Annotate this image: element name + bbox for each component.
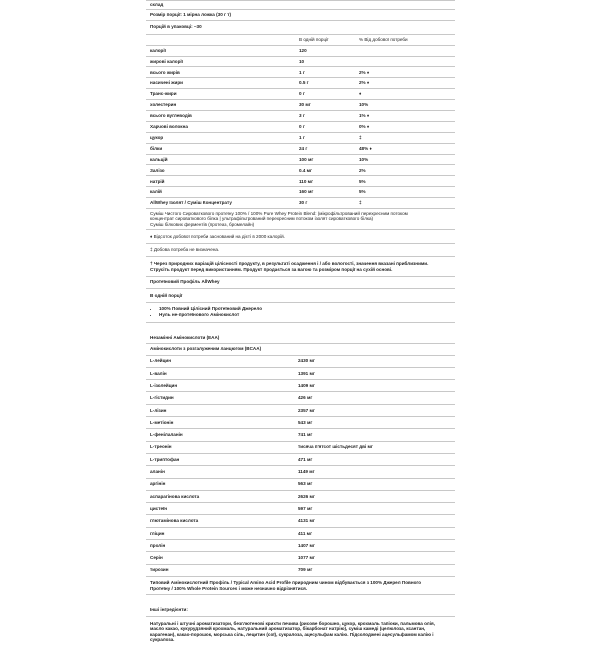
amino-acid-amount: 1149 мг [298, 469, 315, 475]
amino-acid-amount: 1407 мг [298, 542, 315, 548]
amino-acid-row [146, 515, 455, 527]
amino-acid-amount: 426 мг [298, 395, 313, 401]
other-ingredients-text [146, 617, 455, 645]
serving-size-row [146, 10, 455, 20]
essential-amino-acids-title: Незамінні Амінокислоти (EAA) [150, 334, 220, 340]
supplement-facts-document [146, 0, 455, 645]
bcaa-title-row [146, 344, 455, 356]
amino-acid-name: аргінін [150, 481, 166, 487]
nutrient-name: всього вуглеводів [150, 113, 192, 119]
amino-acid-name: тирозин [150, 567, 169, 573]
nutrient-amount: 30 г [299, 200, 308, 206]
daily-value-column-header: % Від добової потреби [359, 36, 408, 42]
nutrient-name: холестерин [150, 102, 177, 108]
nutrient-amount: 1 г [299, 69, 305, 75]
protein-blend-description [146, 209, 455, 230]
nutrition-row [146, 165, 455, 176]
amino-acid-name: L-фенілаланін [150, 432, 183, 438]
disclaimer [146, 257, 455, 277]
amino-acid-row [146, 552, 455, 564]
amino-acid-row [146, 503, 455, 515]
nutrient-daily-value: 1% ♦ [359, 113, 370, 119]
amino-acid-row [146, 405, 455, 417]
servings-row [146, 21, 455, 35]
serving-size: Розмір порції: 1 мірна ложка (30 г т) [150, 12, 231, 18]
amino-acid-name: пролін [150, 542, 166, 548]
amino-acid-row [146, 479, 455, 491]
nutrient-amount: 100 мг [299, 156, 314, 162]
amino-acid-row [146, 466, 455, 478]
amino-footnote-line: Протеїну / 100% Whole Protein Sources і може незначно відрізнятися. [150, 585, 308, 591]
ingredients-line: сукралоза. [150, 637, 175, 643]
ingredients-line: Натуральні і штучні ароматизатори, безглютенові крихти печива (рисове борошно, цукор, крохмаль тапіоки, пальмова олія, [150, 620, 435, 626]
top-divider [146, 0, 455, 1]
document-title: склад [150, 1, 164, 7]
amino-acid-row [146, 540, 455, 552]
protein-profile-list-box [146, 303, 455, 322]
amino-acid-row [146, 565, 455, 577]
amino-acid-amount: 2430 мг [298, 358, 315, 364]
protein-profile-list [150, 306, 451, 317]
amino-acid-name: аланін [150, 469, 165, 475]
nutrient-daily-value: 2% ♦ [359, 80, 370, 86]
daily-value-note-text: ♦ Відсоток добової потреби заснований на дієті в 2000 калорій. [150, 233, 285, 239]
nutrient-amount: 0.5 г [299, 80, 309, 86]
nutrient-name: білки [150, 145, 163, 151]
amino-acid-amount: 1077 мг [298, 555, 315, 561]
amino-acid-name: L-гістидин [150, 395, 174, 401]
amino-acid-amount: 741 мг [298, 432, 313, 438]
nutrient-name: Залізо [150, 167, 165, 173]
protein-profile-subtitle: В одній порції [150, 292, 183, 298]
amino-acid-row [146, 528, 455, 540]
amino-acid-amount: 1391 мг [298, 370, 315, 376]
nutrient-daily-value: 10% [359, 156, 369, 162]
amino-acid-name: Серін [150, 555, 163, 561]
nutrition-row [146, 46, 455, 57]
nutrient-amount: 24 г [299, 145, 308, 151]
amino-acid-amount: 543 мг [298, 419, 313, 425]
nutrition-header-row [146, 35, 455, 46]
nutrient-daily-value: ‡ [359, 200, 362, 206]
nutrient-daily-value: 5% [359, 189, 366, 195]
nutrient-amount: 10 [299, 58, 305, 64]
essential-amino-acids-title-row [146, 333, 455, 344]
amino-acid-name: гліцин [150, 530, 165, 536]
blend-line: Суміш Чистого Сироваткового протеїну 100% / 100% Pure Whey Protein Blend: (мікрофільтрований перехресним потоком [150, 210, 408, 216]
bcaa-title: Амінокислоти з розгалуженим ланцюгом (BCAA) [150, 346, 262, 352]
nutrient-daily-value: ‡ [359, 134, 362, 140]
amino-acid-amount: 2626 мг [298, 493, 315, 499]
nutrient-name: калій [150, 189, 162, 195]
nutrition-row [146, 187, 455, 198]
amino-acid-name: цистеїн [150, 505, 168, 511]
nutrient-amount: 110 мг [299, 178, 313, 184]
nutrient-amount: 0 г [299, 124, 305, 130]
protein-profile-title-row [146, 277, 455, 289]
nutrient-daily-value: 48% ♦ [359, 145, 372, 151]
nutrient-amount: 3 г [299, 113, 305, 119]
amino-acid-name: L-лейцин [150, 358, 171, 364]
amino-acid-row [146, 417, 455, 429]
nutrient-name: AllWhey Ізолят / Суміш Концентрату [150, 200, 232, 206]
nutrition-row [146, 111, 455, 122]
nutrient-name: насичені жири [150, 80, 183, 86]
nutrition-row [146, 78, 455, 89]
nutrient-name: цукор [150, 134, 164, 140]
nutrition-row [146, 89, 455, 100]
nutrient-name: Харчові волокна [150, 124, 188, 130]
other-ingredients-title: Інші інгредієнти: [150, 607, 188, 613]
amino-acid-amount: 563 мг [298, 481, 313, 487]
servings-per-container: Порцій в упаковці: ~30 [150, 24, 202, 30]
amino-acid-row [146, 368, 455, 380]
amino-footnote-line: Типовий Амінокислотний Профіль / Typical Amino Acid Profile природним чином відбувається з 100% Джерел Повного [150, 579, 422, 585]
amino-acid-name: L-ізолейцин [150, 383, 178, 388]
nutrient-amount: 30 мг [299, 102, 311, 108]
amino-acid-amount: 411 мг [298, 530, 312, 536]
nutrition-row [146, 122, 455, 133]
ingredients-line: карагенан), какао-порошок, морська сіль, лецитин (сої), сукралоза, ацесульфам калію. Підсолоджені ацесульфамом калію і [150, 631, 434, 637]
amino-acid-amount: 709 мг [298, 567, 313, 573]
daily-value-note [146, 230, 455, 245]
other-ingredients-title-row [146, 604, 455, 617]
nutrition-row [146, 144, 455, 155]
nutrient-amount: 120 [299, 47, 307, 53]
nutrition-row [146, 57, 455, 68]
nutrition-row [146, 100, 455, 111]
nutrient-daily-value: 5% [359, 178, 366, 184]
ingredients-line: масло какао, кукурудзяний крохмаль, натуральний ароматизатор, бікарбонат натрію), суміш камеді (целюлоза, ксантан, [150, 626, 426, 632]
nutrient-daily-value: 2% [359, 167, 366, 173]
nutrient-daily-value: 10% [359, 102, 369, 108]
nutrition-row [146, 67, 455, 78]
nutrient-daily-value: ♦ [359, 91, 362, 97]
nutrient-name: жирові калорії [150, 58, 183, 64]
nutrient-amount: 160 мг [299, 189, 314, 195]
amino-acid-row [146, 392, 455, 404]
amino-acid-name: L-валін [150, 370, 167, 376]
nutrition-table [146, 46, 455, 209]
amino-acid-name: L-триптофан [150, 456, 180, 462]
nutrient-amount: 0.4 мг [299, 167, 312, 173]
amino-acid-amount: 1409 мг [298, 383, 315, 388]
amino-acid-row [146, 380, 455, 392]
amino-acid-name: L-треонін [150, 444, 172, 450]
amino-acid-amount: 4131 мг [298, 518, 315, 524]
nutrition-row [146, 176, 455, 187]
nutrient-name: Транс-жири [150, 91, 177, 97]
nutrition-row [146, 133, 455, 144]
amino-acid-name: глютамінова кислота [150, 518, 199, 524]
amino-profile-footnote [146, 577, 455, 595]
nutrient-amount: 0 г [299, 91, 305, 97]
nutrient-name: всього жирів [150, 69, 180, 75]
document-title-row [146, 0, 455, 10]
protein-profile-title: Протеїновий Профіль AllWhey [150, 279, 220, 285]
amino-acid-name: L-метіонін [150, 419, 174, 425]
amino-acid-row [146, 491, 455, 503]
amino-acid-amount: 597 мг [298, 505, 313, 511]
amino-acid-amount: 471 мг [298, 456, 313, 462]
amino-acid-row [146, 356, 455, 368]
amino-acid-row [146, 454, 455, 466]
daily-value-undefined-text: ‡ Добова потреба не визначена. [150, 247, 220, 253]
daily-value-undefined-note [146, 244, 455, 257]
protein-profile-item: • 100% Повний Цілісний Протеїновий Джерело [159, 306, 451, 312]
nutrient-name: калорії [150, 47, 166, 53]
nutrient-daily-value: 2% ♦ [359, 69, 370, 75]
blend-line: Суміш білкових ферментів (протеаз, бромелайн) [150, 221, 255, 227]
section-spacer [146, 323, 455, 333]
blend-line: концентрат сироваткового білка | ультрафільтрований перехресним потоком ізолят сироваткового білка) [150, 216, 374, 222]
amino-acid-table [146, 356, 455, 577]
amino-acid-row [146, 429, 455, 441]
amino-acid-name: L-лізин [150, 407, 167, 413]
protein-profile-subtitle-row [146, 289, 455, 304]
nutrient-amount: 1 г [299, 134, 305, 140]
amino-acid-amount: тисяча п'ятсот шістьдесят дві мг [298, 444, 373, 450]
amino-acid-row [146, 442, 455, 454]
amino-acid-name: аспарагінова кислота [150, 493, 200, 499]
disclaimer-line: Струсіть продукт перед використанням. Продукт продається за вагою та розміром порції на сухій основі. [150, 266, 393, 272]
per-serving-column-header: В одній порції [299, 36, 329, 42]
nutrition-row [146, 155, 455, 166]
nutrient-name: кальцій [150, 156, 168, 162]
disclaimer-line: † Через природних варіацій цілісності продукту, в результаті осадження і / або вологості, значення вказані приблизними. [150, 261, 429, 266]
protein-profile-item: • Нуль не-протеїнового Амінокислот [159, 312, 451, 318]
nutrient-daily-value: 0% ♦ [359, 124, 370, 130]
nutrient-name: натрій [150, 178, 165, 184]
amino-acid-amount: 2357 мг [298, 407, 315, 413]
nutrition-row [146, 198, 455, 209]
